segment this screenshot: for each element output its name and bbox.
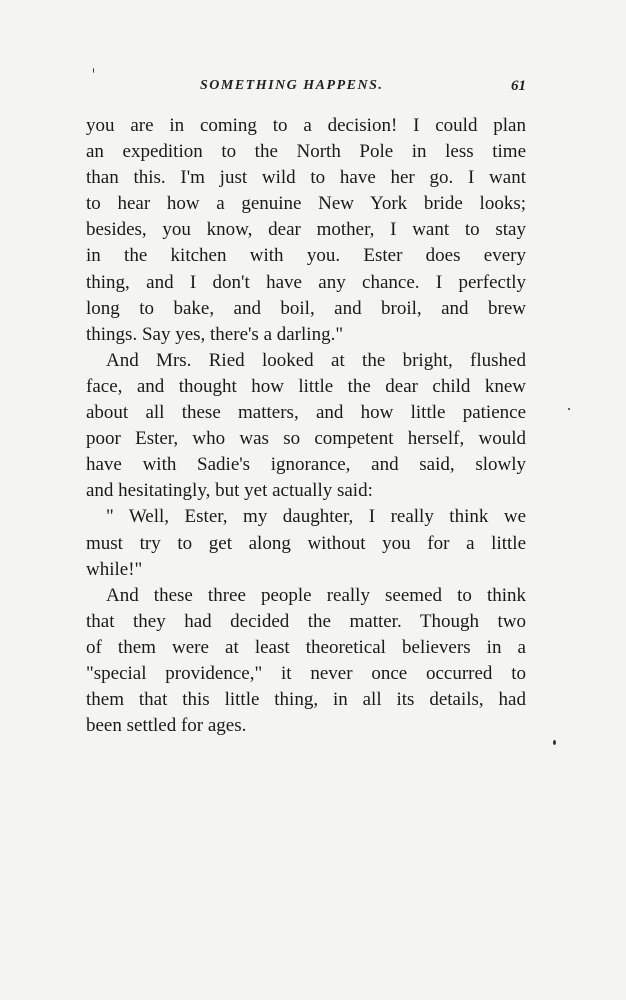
text-line: besides, you know, dear mother, I want to stay	[86, 219, 526, 241]
text-line: "special providence," it never once occurred to	[86, 662, 526, 684]
text-line: that they had decided the matter. Though two	[86, 610, 526, 632]
text-line: things. Say yes, there's a darling."	[86, 323, 344, 345]
text-line: than this. I'm just wild to have her go. I want	[86, 167, 526, 189]
text-line: of them were at least theoretical believers in a	[86, 636, 526, 658]
text-line: to hear how a genuine New York bride looks;	[86, 193, 526, 215]
text-line: and hesitatingly, but yet actually said:	[86, 480, 373, 502]
page-number: 61	[511, 78, 526, 94]
running-head	[86, 78, 526, 102]
text-line: have with Sadie's ignorance, and said, slowly	[86, 454, 526, 476]
text-line: them that this little thing, in all its details, had	[86, 689, 526, 711]
text-line: in the kitchen with you. Ester does every	[86, 245, 526, 267]
paper-speck	[568, 408, 570, 410]
text-line: thing, and I don't have any chance. I perfectly	[86, 271, 526, 293]
text-line: " Well, Ester, my daughter, I really think we	[106, 506, 526, 528]
text-line: long to bake, and boil, and broil, and brew	[86, 297, 526, 319]
text-line: And Mrs. Ried looked at the bright, flushed	[106, 349, 526, 371]
text-line: about all these matters, and how little patience	[86, 402, 526, 424]
text-line: must try to get along without you for a little	[86, 532, 526, 554]
paper-speck	[93, 68, 94, 73]
text-line: poor Ester, who was so competent herself, would	[86, 428, 526, 450]
text-line: been settled for ages.	[86, 715, 247, 737]
running-title: SOMETHING HAPPENS.	[200, 78, 384, 93]
text-line: face, and thought how little the dear child knew	[86, 375, 526, 397]
body-text	[86, 113, 526, 739]
text-line: an expedition to the North Pole in less time	[86, 141, 526, 163]
text-line: you are in coming to a decision! I could plan	[86, 115, 526, 136]
text-line: And these three people really seemed to think	[106, 584, 526, 606]
text-line: while!"	[86, 558, 143, 580]
paper-speck	[553, 740, 556, 745]
